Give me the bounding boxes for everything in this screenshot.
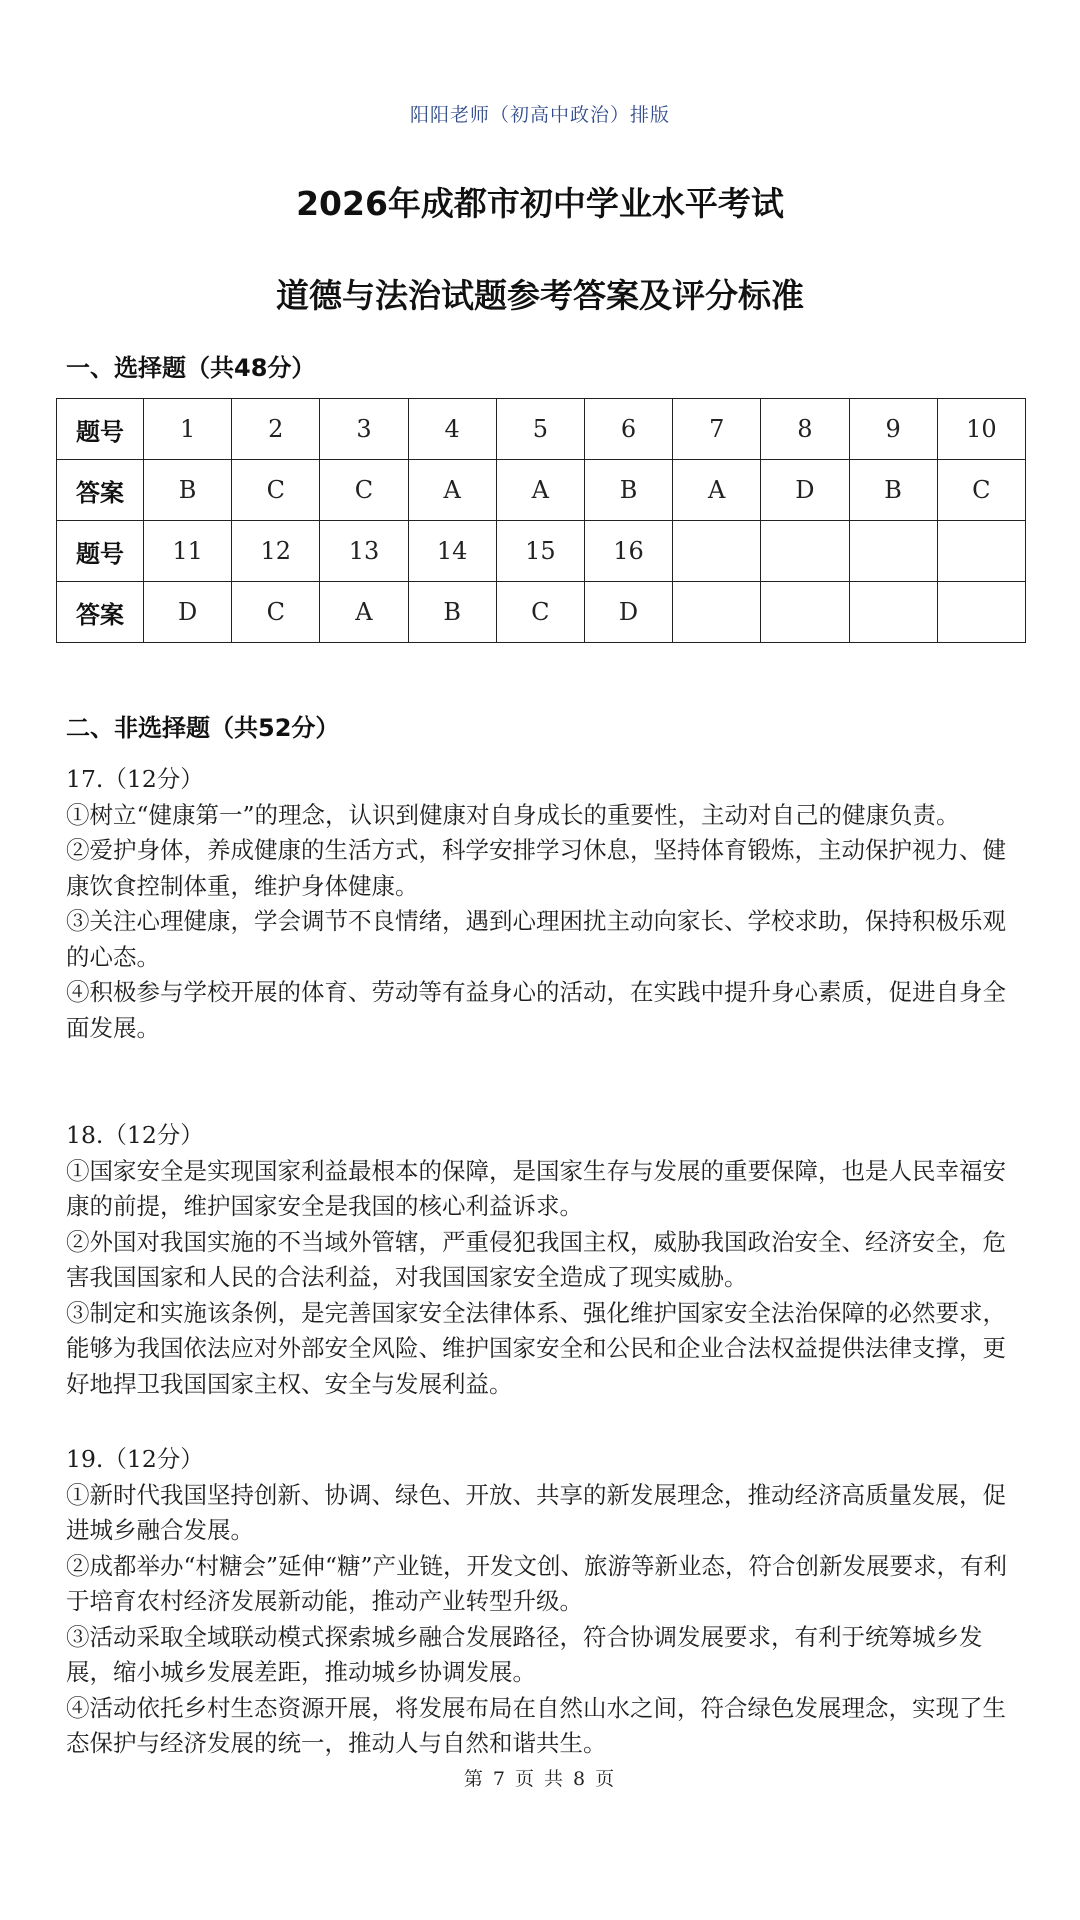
answer-point: ②成都举办“村糖会”延伸“糖”产业链，开发文创、旅游等新业态，符合创新发展要求，有利于培育农村经济发展新动能，推动产业转型升级。 (66, 1551, 1008, 1615)
answer-table (56, 398, 1026, 643)
section-heading-non-choice: 二、非选择题（共52分） (66, 714, 340, 742)
table-cell: 6 (584, 399, 672, 460)
question-title: 18.（12分） (66, 1121, 204, 1149)
table-cell: C (496, 582, 584, 643)
table-cell: A (320, 582, 408, 643)
table-cell: B (144, 460, 232, 521)
table-cell: D (144, 582, 232, 643)
table-cell: A (408, 460, 496, 521)
answer-point: ③关注心理健康，学会调节不良情绪，遇到心理困扰主动向家长、学校求助，保持积极乐观的心态。 (66, 907, 1006, 971)
section-heading-choice: 一、选择题（共48分） (66, 354, 316, 382)
table-row (57, 460, 1026, 521)
table-cell: A (673, 460, 761, 521)
table-cell: D (584, 582, 672, 643)
answer-point: ④积极参与学校开展的体育、劳动等有益身心的活动，在实践中提升身心素质，促进自身全面发展。 (66, 978, 1006, 1042)
answer-point: ①国家安全是实现国家利益最根本的保障，是国家生存与发展的重要保障，也是人民幸福安康的前提，维护国家安全是我国的核心利益诉求。 (66, 1156, 1006, 1220)
table-cell: 4 (408, 399, 496, 460)
table-cell: D (761, 460, 849, 521)
table-cell: 15 (496, 521, 584, 582)
table-cell (673, 521, 761, 582)
question-title: 19.（12分） (66, 1445, 204, 1473)
table-row (57, 521, 1026, 582)
table-cell: 16 (584, 521, 672, 582)
table-cell: B (408, 582, 496, 643)
table-cell: 答案 (57, 582, 144, 643)
table-cell: 2 (232, 399, 320, 460)
table-cell (849, 582, 937, 643)
table-cell: A (496, 460, 584, 521)
table-cell: 11 (144, 521, 232, 582)
table-cell: 3 (320, 399, 408, 460)
table-cell: 5 (496, 399, 584, 460)
table-cell: 12 (232, 521, 320, 582)
table-cell: 7 (673, 399, 761, 460)
table-cell: 1 (144, 399, 232, 460)
table-cell: B (849, 460, 937, 521)
page-title: 2026年成都市初中学业水平考试 (296, 184, 784, 223)
table-cell (849, 521, 937, 582)
table-cell (761, 521, 849, 582)
table-cell: C (232, 582, 320, 643)
table-cell: 9 (849, 399, 937, 460)
answer-point: ②爱护身体，养成健康的生活方式，科学安排学习休息，坚持体育锻炼，主动保护视力、健康饮食控制体重，维护身体健康。 (66, 836, 1006, 900)
table-cell (673, 582, 761, 643)
question-19 (66, 1442, 1026, 1762)
header-note: 阳阳老师（初高中政治）排版 (409, 104, 670, 126)
question-18 (66, 1118, 1026, 1402)
table-cell: 题号 (57, 399, 144, 460)
answer-point: ③制定和实施该条例，是完善国家安全法律体系、强化维护国家安全法治保障的必然要求，能够为我国依法应对外部安全风险、维护国家安全和公民和企业合法权益提供法律支撑，更好地捍卫我国国家主权、安全与发展利益。 (66, 1298, 1006, 1398)
table-cell (937, 521, 1025, 582)
table-cell (937, 582, 1025, 643)
table-cell (761, 582, 849, 643)
table-row (57, 582, 1026, 643)
question-17 (66, 762, 1026, 1046)
answer-point: ②外国对我国实施的不当域外管辖，严重侵犯我国主权，威胁我国政治安全、经济安全，危害我国国家和人民的合法利益，对我国国家安全造成了现实威胁。 (66, 1227, 1006, 1291)
table-cell: 14 (408, 521, 496, 582)
page-subtitle: 道德与法治试题参考答案及评分标准 (276, 276, 804, 315)
table-cell: 答案 (57, 460, 144, 521)
table-cell: C (937, 460, 1025, 521)
page-number: 第 7 页 共 8 页 (463, 1768, 617, 1790)
table-cell: B (584, 460, 672, 521)
table-cell: 10 (937, 399, 1025, 460)
table-cell: 13 (320, 521, 408, 582)
table-cell: 题号 (57, 521, 144, 582)
answer-point: ①新时代我国坚持创新、协调、绿色、开放、共享的新发展理念，推动经济高质量发展，促进城乡融合发展。 (66, 1480, 1006, 1544)
answer-point: ③活动采取全域联动模式探索城乡融合发展路径，符合协调发展要求，有利于统筹城乡发展，缩小城乡发展差距，推动城乡协调发展。 (66, 1622, 983, 1686)
table-row (57, 399, 1026, 460)
table-cell: 8 (761, 399, 849, 460)
table-cell: C (232, 460, 320, 521)
answer-point: ④活动依托乡村生态资源开展，将发展布局在自然山水之间，符合绿色发展理念，实现了生态保护与经济发展的统一，推动人与自然和谐共生。 (66, 1693, 1006, 1757)
answer-point: ①树立“健康第一”的理念，认识到健康对自身成长的重要性，主动对自己的健康负责。 (66, 800, 960, 829)
question-title: 17.（12分） (66, 765, 204, 793)
table-cell: C (320, 460, 408, 521)
